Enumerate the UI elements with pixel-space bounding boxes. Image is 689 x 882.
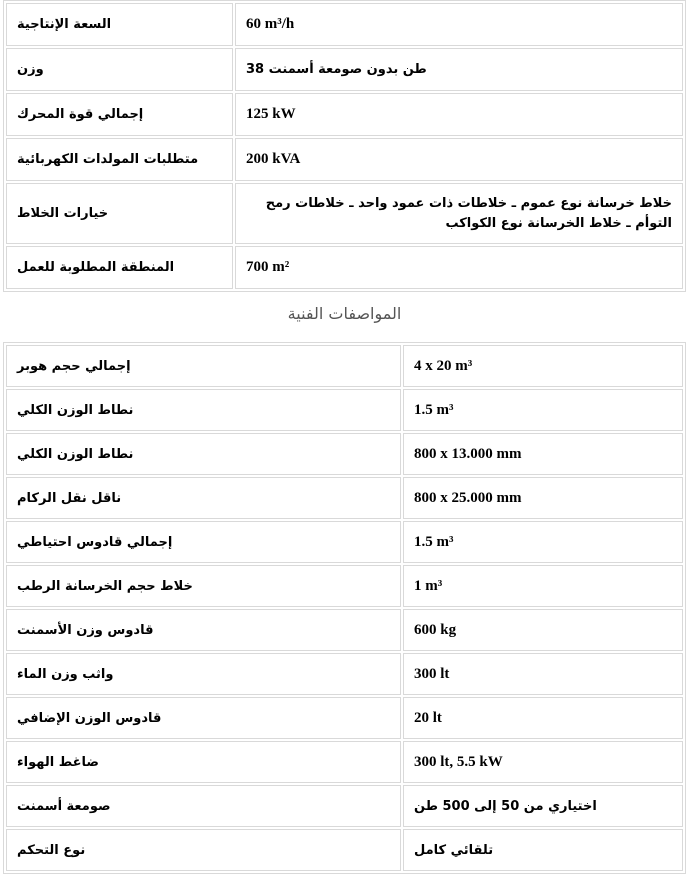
row-value: 4 x 20 m³ <box>403 345 683 387</box>
table-row <box>6 138 683 181</box>
table-row <box>6 609 683 651</box>
row-value: خلاط خرسانة نوع عموم ـ خلاطات ذات عمود واحد ـ خلاطات رمح التوأم ـ خلاط الخرسانة نوع الكواكب <box>235 183 683 244</box>
row-label: وزن <box>6 48 233 91</box>
row-value: طن بدون صومعة أسمنت 38 <box>235 48 683 91</box>
row-label: المنطقة المطلوبة للعمل <box>6 246 233 289</box>
table-row <box>6 389 683 431</box>
row-label: متطلبات المولدات الكهربائية <box>6 138 233 181</box>
row-label: السعة الإنتاجية <box>6 3 233 46</box>
row-value: 60 m³/h <box>235 3 683 46</box>
row-value: اختياري من 50 إلى 500 طن <box>403 785 683 827</box>
row-label: ناقل نقل الركام <box>6 477 401 519</box>
table-row <box>6 345 683 387</box>
table-row <box>6 93 683 136</box>
row-value: 300 lt <box>403 653 683 695</box>
table-row <box>6 3 683 46</box>
row-label: خلاط حجم الخرسانة الرطب <box>6 565 401 607</box>
row-value: 1 m³ <box>403 565 683 607</box>
table-row <box>6 741 683 783</box>
row-value: 800 x 13.000 mm <box>403 433 683 475</box>
table-row <box>6 697 683 739</box>
row-value: 125 kW <box>235 93 683 136</box>
table-row <box>6 521 683 563</box>
row-label: نوع التحكم <box>6 829 401 871</box>
row-label: إجمالي حجم هوبر <box>6 345 401 387</box>
table-row <box>6 565 683 607</box>
row-value: 1.5 m³ <box>403 389 683 431</box>
row-value: 200 kVA <box>235 138 683 181</box>
table-row <box>6 48 683 91</box>
table-row <box>6 477 683 519</box>
section-title: المواصفات الفنية <box>287 304 402 323</box>
row-label: قادوس الوزن الإضافي <box>6 697 401 739</box>
row-label: ضاغط الهواء <box>6 741 401 783</box>
row-label: صومعة أسمنت <box>6 785 401 827</box>
table-row <box>6 785 683 827</box>
row-value: 800 x 25.000 mm <box>403 477 683 519</box>
row-label: واثب وزن الماء <box>6 653 401 695</box>
table-row <box>6 183 683 244</box>
row-label: إجمالي قادوس احتياطي <box>6 521 401 563</box>
row-value: 300 lt, 5.5 kW <box>403 741 683 783</box>
general-specs-table <box>3 0 686 292</box>
row-label: قادوس وزن الأسمنت <box>6 609 401 651</box>
table-row <box>6 246 683 289</box>
table-row <box>6 653 683 695</box>
technical-specs-table <box>3 342 686 874</box>
row-value: 1.5 m³ <box>403 521 683 563</box>
row-label: إجمالي قوة المحرك <box>6 93 233 136</box>
row-value: 20 lt <box>403 697 683 739</box>
row-label: نطاط الوزن الكلي <box>6 389 401 431</box>
row-value: تلقائي كامل <box>403 829 683 871</box>
row-value: 600 kg <box>403 609 683 651</box>
row-label: خيارات الخلاط <box>6 183 233 244</box>
row-label: نطاط الوزن الكلي <box>6 433 401 475</box>
table-row <box>6 433 683 475</box>
row-value: 700 m² <box>235 246 683 289</box>
table-row <box>6 829 683 871</box>
